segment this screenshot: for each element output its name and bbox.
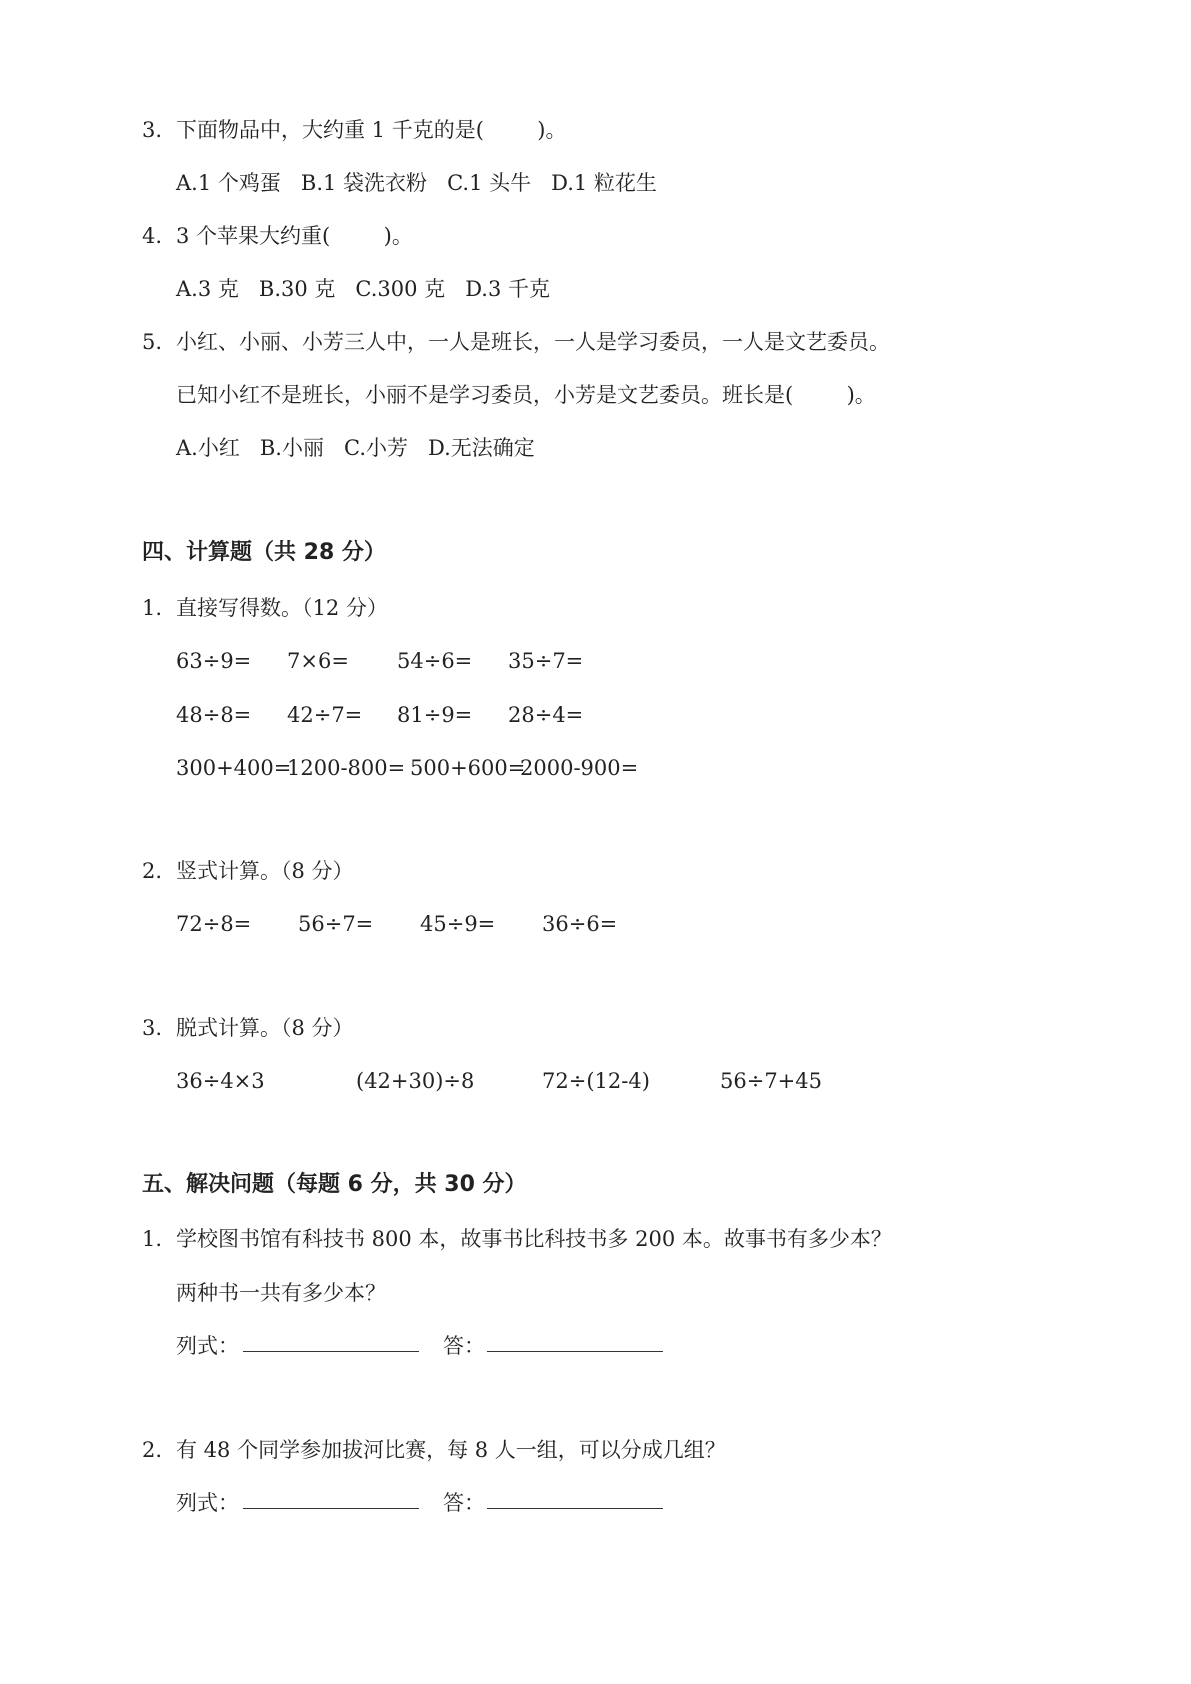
calc-item: 72÷8= — [176, 912, 252, 936]
calc-item: 7×6= — [287, 649, 349, 673]
question-text-continued: 两种书一共有多少本？ — [176, 1281, 386, 1305]
question-text-continued: 已知小红不是班长，小丽不是学习委员，小芳是文艺委员。班长是( )。 — [176, 383, 876, 407]
question-number: 2. — [142, 859, 163, 883]
question-number: 2. — [142, 1438, 163, 1462]
calc-item: 28÷4= — [508, 703, 584, 727]
calc-item: 48÷8= — [176, 703, 252, 727]
question-number: 1. — [142, 1227, 163, 1251]
question-number: 4. — [142, 224, 163, 248]
formula-label: 列式： — [176, 1334, 239, 1358]
question-number: 1. — [142, 596, 163, 620]
question-options: A.小红 B.小丽 C.小芳 D.无法确定 — [176, 436, 535, 460]
question-number: 3. — [142, 118, 163, 142]
section-heading: 五、解决问题（每题 6 分，共 30 分） — [142, 1172, 527, 1197]
calc-item: 36÷6= — [542, 912, 618, 936]
question-text: 有 48 个同学参加拔河比赛，每 8 人一组，可以分成几组？ — [176, 1438, 726, 1462]
answer-label: 答： — [443, 1491, 485, 1515]
calc-item: 72÷(12-4) — [542, 1069, 650, 1093]
calc-item: 36÷4×3 — [176, 1069, 265, 1093]
question-text: 下面物品中，大约重 1 千克的是( )。 — [176, 118, 567, 142]
question-options: A.1 个鸡蛋 B.1 袋洗衣粉 C.1 头牛 D.1 粒花生 — [176, 171, 657, 195]
calc-item: 45÷9= — [420, 912, 496, 936]
question-number: 5. — [142, 330, 163, 354]
calc-item: 35÷7= — [508, 649, 584, 673]
section-heading: 四、计算题（共 28 分） — [142, 540, 386, 565]
calc-item: 42÷7= — [287, 703, 363, 727]
question-options: A.3 克 B.30 克 C.300 克 D.3 千克 — [176, 277, 551, 301]
calc-item: 300+400= — [176, 756, 292, 780]
calc-item: 63÷9= — [176, 649, 252, 673]
calc-item: 81÷9= — [397, 703, 473, 727]
calc-item: 500+600= — [410, 756, 526, 780]
question-text: 直接写得数。（12 分） — [176, 596, 388, 620]
calc-item: 54÷6= — [397, 649, 473, 673]
question-number: 3. — [142, 1016, 163, 1040]
calc-item: 56÷7+45 — [720, 1069, 822, 1093]
question-text: 3 个苹果大约重( )。 — [176, 224, 413, 248]
calc-item: 2000-900= — [520, 756, 639, 780]
question-text: 学校图书馆有科技书 800 本，故事书比科技书多 200 本。故事书有多少本？ — [176, 1227, 892, 1251]
calc-item: 1200-800= — [287, 756, 406, 780]
formula-label: 列式： — [176, 1491, 239, 1515]
question-text: 脱式计算。（8 分） — [176, 1016, 354, 1040]
question-text: 小红、小丽、小芳三人中，一人是班长，一人是学习委员，一人是文艺委员。 — [176, 330, 890, 354]
calc-item: (42+30)÷8 — [356, 1069, 475, 1093]
answer-label: 答： — [443, 1334, 485, 1358]
calc-item: 56÷7= — [298, 912, 374, 936]
question-text: 竖式计算。（8 分） — [176, 859, 354, 883]
